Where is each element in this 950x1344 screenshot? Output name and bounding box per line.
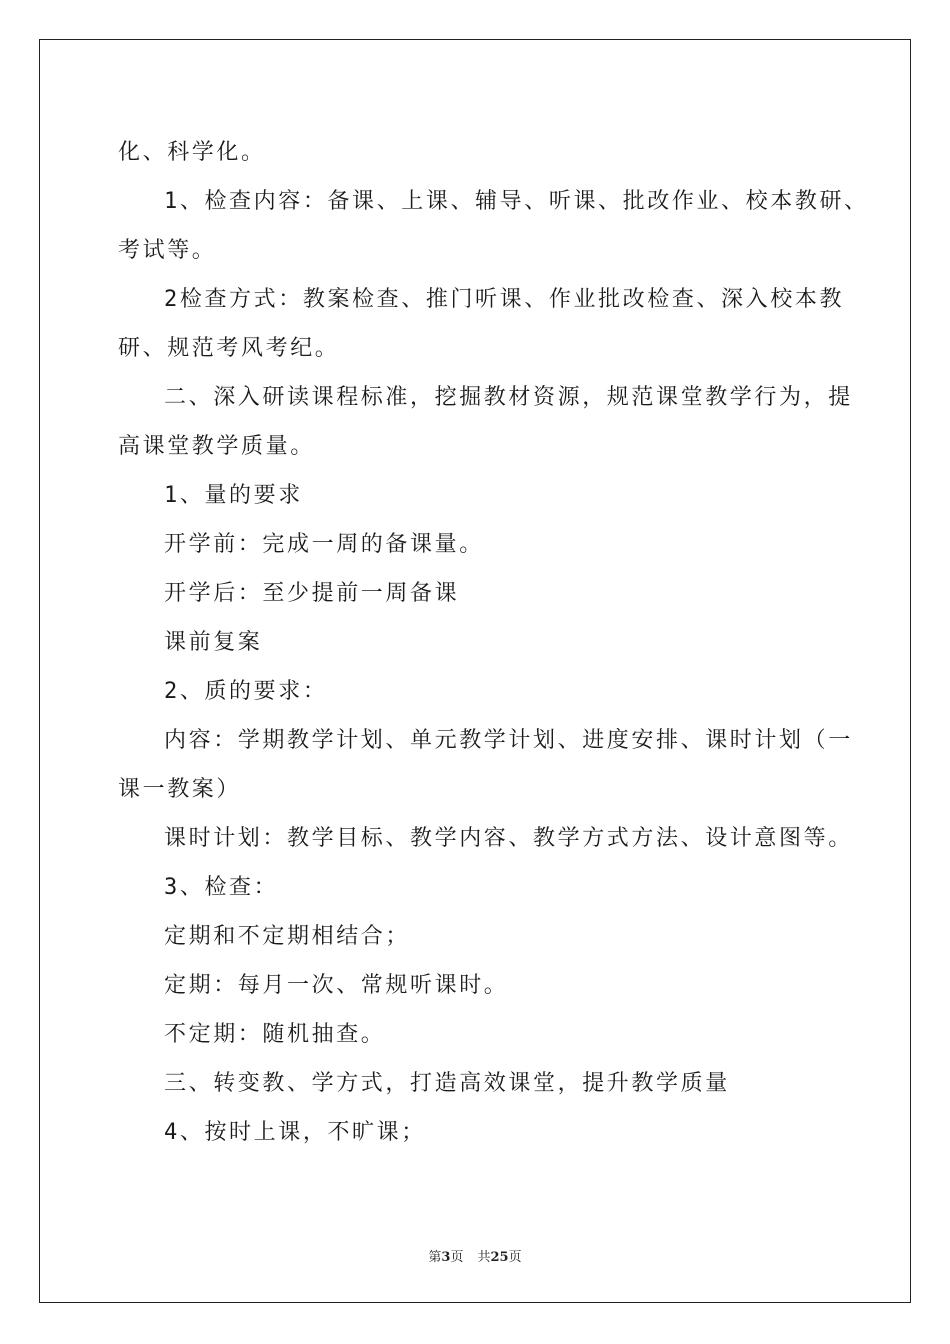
text-line: 1、检查内容：备课、上课、辅导、听课、批改作业、校本教研、 [164,189,869,214]
total-prefix: 共 [477,1250,491,1265]
text-line: 定期和不定期相结合； [164,924,411,949]
text-line: 4、按时上课，不旷课； [164,1120,426,1145]
text-line: 开学后：至少提前一周备课 [164,581,460,606]
text-line: 定期：每月一次、常规听课时。 [164,973,509,998]
text-line: 不定期：随机抽查。 [164,1022,386,1047]
document-body [118,128,869,1157]
text-line: 考试等。 [118,238,217,263]
text-line: 课前复案 [164,630,263,655]
text-line: 课一教案） [118,777,242,802]
page-number: 3 [441,1250,451,1265]
text-line: 二、深入研读课程标准，挖掘教材资源，规范课堂教学行为，提 [164,385,853,410]
text-line: 开学前：完成一周的备课量。 [164,532,484,557]
total-pages: 25 [490,1250,509,1265]
page-prefix: 第 [428,1250,442,1265]
page-footer [0,1246,950,1265]
text-line: 3、检查： [164,875,279,900]
text-line: 研、规范考风考纪。 [118,336,340,361]
page-suffix: 页 [450,1250,464,1265]
text-line: 课时计划：教学目标、教学内容、教学方式方法、设计意图等。 [164,826,853,851]
text-line: 1、量的要求 [164,483,303,508]
text-line: 高课堂教学质量。 [118,434,315,459]
total-suffix: 页 [508,1250,522,1265]
text-line: 2检查方式：教案检查、推门听课、作业批改检查、深入校本教 [164,287,845,312]
text-line: 内容：学期教学计划、单元教学计划、进度安排、课时计划（一 [164,728,853,753]
text-line: 三、转变教、学方式，打造高效课堂，提升教学质量 [164,1071,730,1096]
text-line: 2、质的要求： [164,679,328,704]
text-line: 化、科学化。 [118,140,266,165]
